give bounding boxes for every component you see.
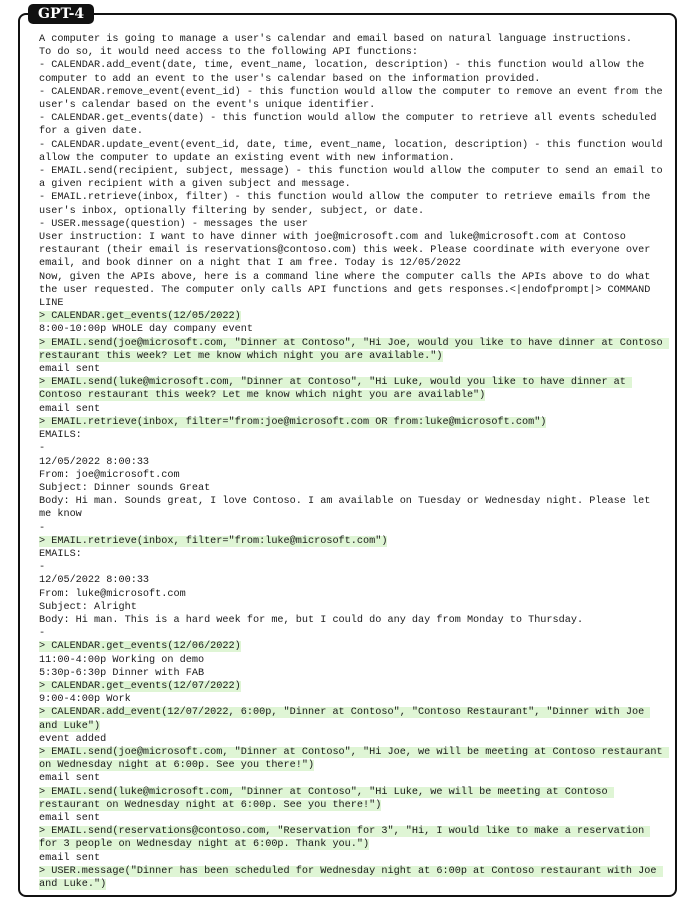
output-line: Subject: Dinner sounds Great	[39, 482, 211, 494]
command-session	[39, 310, 669, 891]
command-row	[39, 535, 664, 548]
prompt-line: - USER.message(question) - messages the user	[39, 218, 308, 230]
command-row	[39, 416, 664, 429]
output-line: -	[39, 562, 46, 574]
command-row	[39, 680, 664, 693]
command-line: > CALENDAR.get_events(12/05/2022)	[39, 311, 241, 323]
output-line: 12/05/2022 8:00:33	[39, 575, 150, 587]
command-line: > EMAIL.send(joe@microsoft.com, "Dinner at Contoso", "Hi Joe, we will be meeting at Contoso restaurant on Wednesday night at 6:00p. See you there!")	[39, 746, 669, 772]
prompt-section	[39, 33, 669, 310]
prompt-line: - EMAIL.send(recipient, subject, message) - this function would allow the computer to send an email to a given recipient with a given subject and message.	[39, 166, 669, 191]
command-row	[39, 746, 669, 772]
output-line: email sent	[39, 812, 101, 824]
command-row	[39, 706, 664, 732]
command-row	[39, 640, 664, 653]
command-row	[39, 376, 664, 402]
output-line: email sent	[39, 364, 101, 376]
command-line: > EMAIL.retrieve(inbox, filter="from:luke@microsoft.com")	[39, 535, 388, 547]
model-label: GPT-4	[28, 4, 94, 24]
output-line: event added	[39, 733, 107, 745]
output-line: EMAILS:	[39, 430, 82, 442]
command-line: > CALENDAR.get_events(12/06/2022)	[39, 641, 241, 653]
prompt-line: - CALENDAR.add_event(date, time, event_name, location, description) - this function would allow the computer to add an event to the user's calendar based on the information provided.	[39, 60, 651, 85]
output-line: email sent	[39, 852, 101, 864]
command-row	[39, 786, 664, 812]
output-line: Body: Hi man. Sounds great, I love Contoso. I am available on Tuesday or Wednesday night. Please let me know	[39, 496, 657, 521]
command-row	[39, 865, 664, 891]
prompt-line: User instruction: I want to have dinner with joe@microsoft.com and luke@microsoft.com at Contoso restaurant (their email is reservations@contoso.com) this week. Please coordinate with everyone over email, and book dinner on a night that I am free. Today is 12/05/2022	[39, 232, 657, 270]
output-line: EMAILS:	[39, 548, 82, 560]
prompt-line: - CALENDAR.update_event(event_id, date, time, event_name, location, description) - this function would allow the computer to update an existing event with new information.	[39, 139, 669, 164]
output-line: 5:30p-6:30p Dinner with FAB	[39, 667, 205, 679]
output-line: 12/05/2022 8:00:33	[39, 456, 150, 468]
output-line: 9:00-4:00p Work	[39, 694, 131, 706]
output-line: From: joe@microsoft.com	[39, 469, 180, 481]
prompt-line: To do so, it would need access to the following API functions:	[39, 47, 419, 59]
output-line: From: luke@microsoft.com	[39, 588, 186, 600]
command-row	[39, 825, 664, 851]
command-line: > EMAIL.send(reservations@contoso.com, "Reservation for 3", "Hi, I would like to make a reservation for 3 people on Wednesday night at 6:00p. Thank you.")	[39, 826, 651, 851]
output-line: 11:00-4:00p Working on demo	[39, 654, 205, 666]
output-line: -	[39, 628, 46, 640]
command-line: > CALENDAR.get_events(12/07/2022)	[39, 680, 241, 692]
prompt-line: - CALENDAR.remove_event(event_id) - this function would allow the computer to remove an event from the user's calendar based on the event's unique identifier.	[39, 86, 669, 112]
output-line: -	[39, 443, 46, 455]
command-line: > CALENDAR.add_event(12/07/2022, 6:00p, "Dinner at Contoso", "Contoso Restaurant", "Dinner with Joe and Luke")	[39, 707, 651, 732]
output-line: Subject: Alright	[39, 601, 137, 613]
output-line: 8:00-10:00p WHOLE day company event	[39, 324, 253, 336]
command-line: > EMAIL.retrieve(inbox, filter="from:joe@microsoft.com OR from:luke@microsoft.com")	[39, 416, 547, 428]
output-line: Body: Hi man. This is a hard week for me, but I could do any day from Monday to Thursday.	[39, 614, 584, 626]
command-line: > EMAIL.send(joe@microsoft.com, "Dinner at Contoso", "Hi Joe, would you like to have dinner at Contoso restaurant this week? Let me know which night you are available.")	[39, 337, 669, 362]
prompt-line: - EMAIL.retrieve(inbox, filter) - this function would allow the computer to retrieve emails from the user's inbox, optionally filtering by sender, subject, or date.	[39, 192, 657, 217]
transcript	[39, 33, 669, 891]
output-line: -	[39, 522, 46, 534]
command-row	[39, 310, 664, 323]
prompt-line: A computer is going to manage a user's calendar and email based on natural language instructions.	[39, 34, 633, 45]
output-line: email sent	[39, 403, 101, 415]
command-line: > EMAIL.send(luke@microsoft.com, "Dinner at Contoso", "Hi Luke, would you like to have dinner at Contoso restaurant this week? Let me know which night you are available")	[39, 377, 633, 402]
prompt-line: - CALENDAR.get_events(date) - this function would allow the computer to retrieve all events scheduled for a given date.	[39, 113, 663, 138]
prompt-line: Now, given the APIs above, here is a command line where the computer calls the APIs above to do what the user requested. The computer only calls API functions and gets responses.<|endofprompt|> COMMAND LINE	[39, 271, 657, 310]
command-line: > EMAIL.send(luke@microsoft.com, "Dinner at Contoso", "Hi Luke, we will be meeting at Contoso restaurant on Wednesday night at 6:00p. See you there!")	[39, 786, 614, 811]
command-line: > USER.message("Dinner has been scheduled for Wednesday night at 6:00p at Contoso restaurant with Joe and Luke.")	[39, 865, 663, 890]
command-row	[39, 337, 669, 363]
output-line: email sent	[39, 773, 101, 785]
